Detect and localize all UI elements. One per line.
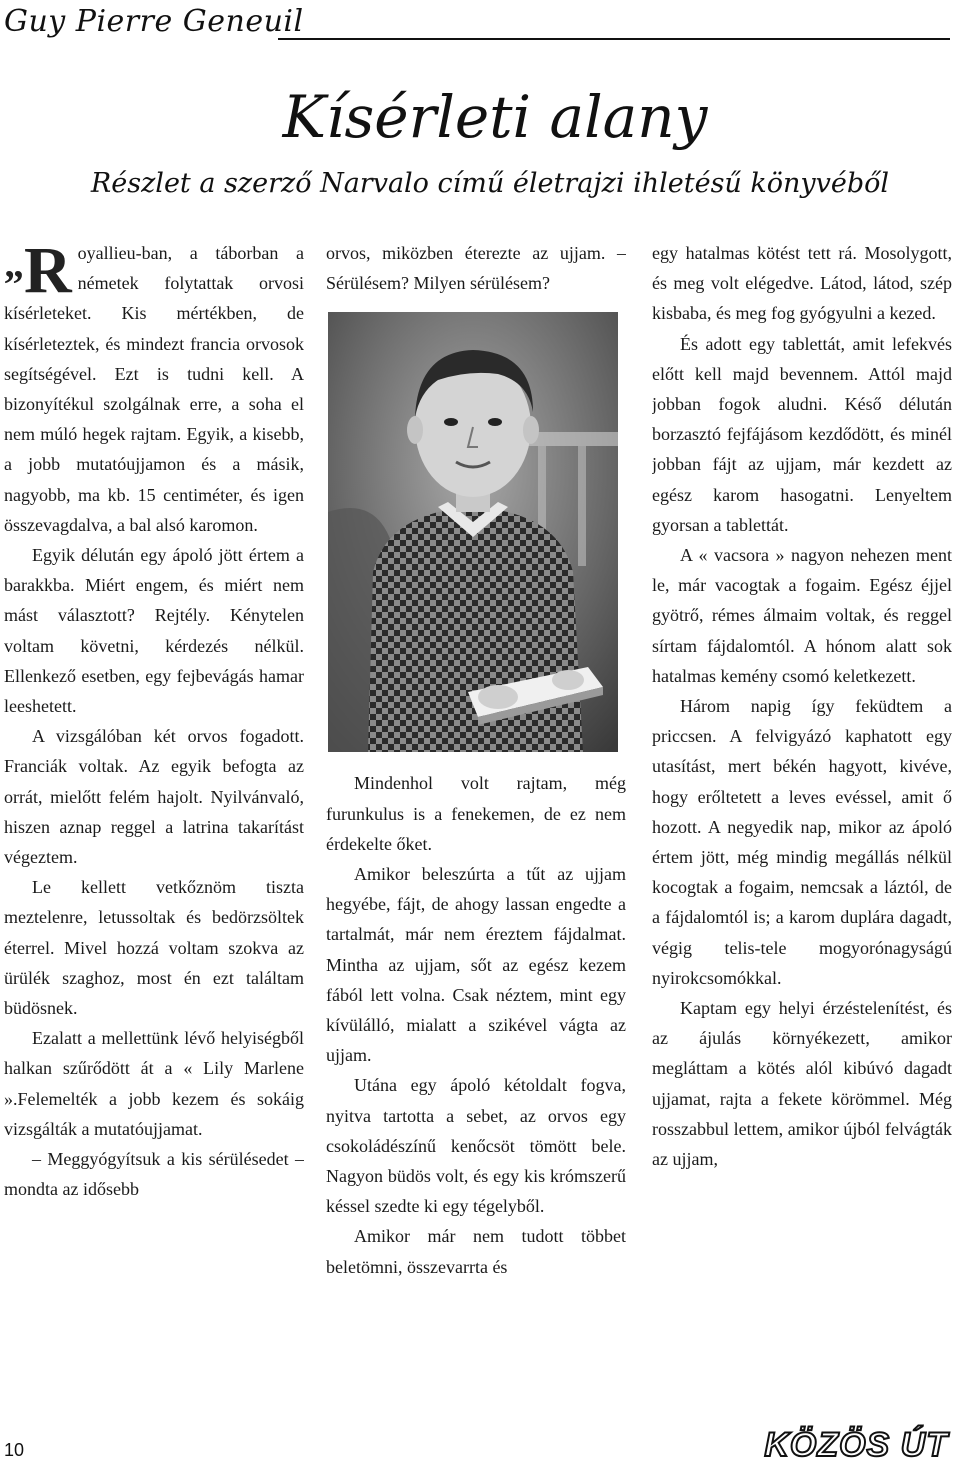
magazine-logo: KÖZÖS ÚT [764, 1426, 948, 1464]
drop-cap: „R [4, 238, 72, 307]
paragraph: egy hatalmas kötést tett rá. Mosolygott, és meg volt elégedve. Látod, látod, szép kisbaba, és meg fog gyógyulni a kezed. [652, 243, 952, 324]
article-title: Kísérleti alany [282, 83, 708, 151]
paragraph: Három napig így feküdtem a priccsen. A felvigyázó kaphatott egy utasítást, mert békén hagyott, kivéve, hogy erőltetett a leves evéssel, amit ő hozott. A negyedik nap, mikor az ápoló értem jött, még mindig megállás nélkül kocogtak a fogaim, nemcsak a láztól, de a fájdalomtól is; a karom duplára dagadt, végig telis-tele mogyorónagyságú nyirokcsomókkal. [652, 696, 952, 988]
column-2 [326, 238, 626, 1418]
paragraph: Amikor már nem tudott többet beletömni, összevarrta és [326, 1226, 626, 1277]
paragraph: A « vacsora » nagyon nehezen ment le, már vacogtak a fogaim. Egész éjjel gyötrő, rémes álmaim voltak, és reggel sírtam fájdalomtól. A hónom alatt sok hatalmas kemény csomó keletkezett. [652, 545, 952, 686]
column-1 [4, 238, 304, 1418]
article-subtitle: Részlet a szerző Narvalo című életrajzi ihletésű könyvéből [90, 168, 890, 199]
paragraph: Le kellett vetkőznöm tiszta meztelenre, letussoltak és bedörzsöltek éterrel. Mivel hozzá voltam szokva az ürülék szaghoz, most én ezt találtam büdösnek. [4, 877, 304, 1019]
header-rule [278, 38, 950, 40]
column-3 [652, 238, 952, 1418]
paragraph: Kaptam egy helyi érzéstelenítést, és az ájulás környékezett, amikor megláttam a kötés alól kibúvó dagadt ujjamat, rajta a fekete körömmel. Még rosszabbul lettem, amikor újból felvágták az ujjam, [652, 998, 952, 1170]
paragraph: Utána egy ápoló kétoldalt fogva, nyitva tartotta a sebet, az orvos egy csokoládészínű kenőcsöt tömött bele. Nagyon büdös volt, és egy kis krómszerű késsel szedte ki egy tégelyből. [326, 1075, 626, 1217]
paragraph: orvos, miközben éterezte az ujjam. – Sérülésem? Milyen sérülésem? [326, 243, 626, 294]
photo-illustration [328, 312, 618, 752]
paragraph: Egyik délután egy ápoló jött értem a barakkba. Miért engem, és miért nem mást választott? Rejtély. Kénytelen voltam követni, kérdezés nélkül. Ellenkező esetben, egy fejbevágás hamar leeshetett. [4, 545, 304, 717]
paragraph: Amikor beleszúrta a tűt az ujjam hegyébe, fájt, de ahogy lassan engedte a tartalmát, már nem éreztem fájdalmat. Mintha az ujjam, sőt az egész kezem fából lett volna. Csak néztem, mint egy kívülálló, mialatt a szikével vágta az ujjam. [326, 864, 626, 1066]
paragraph: – Meggyógyítsuk a kis sérülésedet – mondta az idősebb [4, 1149, 304, 1200]
paragraph: „R oyallieu-ban, a táborban a németek folytattak orvosi kísérleteket. Kis mértékben, de kísérleteztek, és mindezt francia orvosok segítségével. Ezt is tudni kell. A bizonyítékul szolgálnak erre, a soha el nem múló hegek rajtam. Egyik, a kisebb, a jobb mutatóujjamon és a másik, nagyobb, ma kb. 15 centiméter, és igen összevagdalva, a bal alsó karomon. [4, 238, 304, 535]
child-portrait-photo [328, 312, 618, 752]
page-number: 10 [4, 1440, 25, 1460]
paragraph: A vizsgálóban két orvos fogadott. Franciák voltak. Az egyik befogta az orrát, mielőtt felém hajolt. Nyilvánvaló, hiszen aznap reggel a latrina takarítást végeztem. [4, 726, 304, 868]
author-name: Guy Pierre Geneuil [4, 4, 304, 39]
paragraph: Mindenhol volt rajtam, még furunkulus is a fenekemen, de ez nem érdekelte őket. [326, 773, 626, 854]
paragraph: Ezalatt a mellettünk lévő helyiségből halkan szűrődött át a « Lily Marlene ».Felemelték a jobb kezem és sokáig vizsgálták a mutatóujjamat. [4, 1028, 304, 1139]
paragraph: És adott egy tablettát, amit lefekvés előtt kell majd bevennem. Attól majd jobban fogok aludni. Késő délután borzasztó fejfájásom kezdődött, és minél jobban fájt az ujjam, már kezdett az egész karom hasogatni. Lenyeltem gyorsan a tablettát. [652, 333, 952, 535]
